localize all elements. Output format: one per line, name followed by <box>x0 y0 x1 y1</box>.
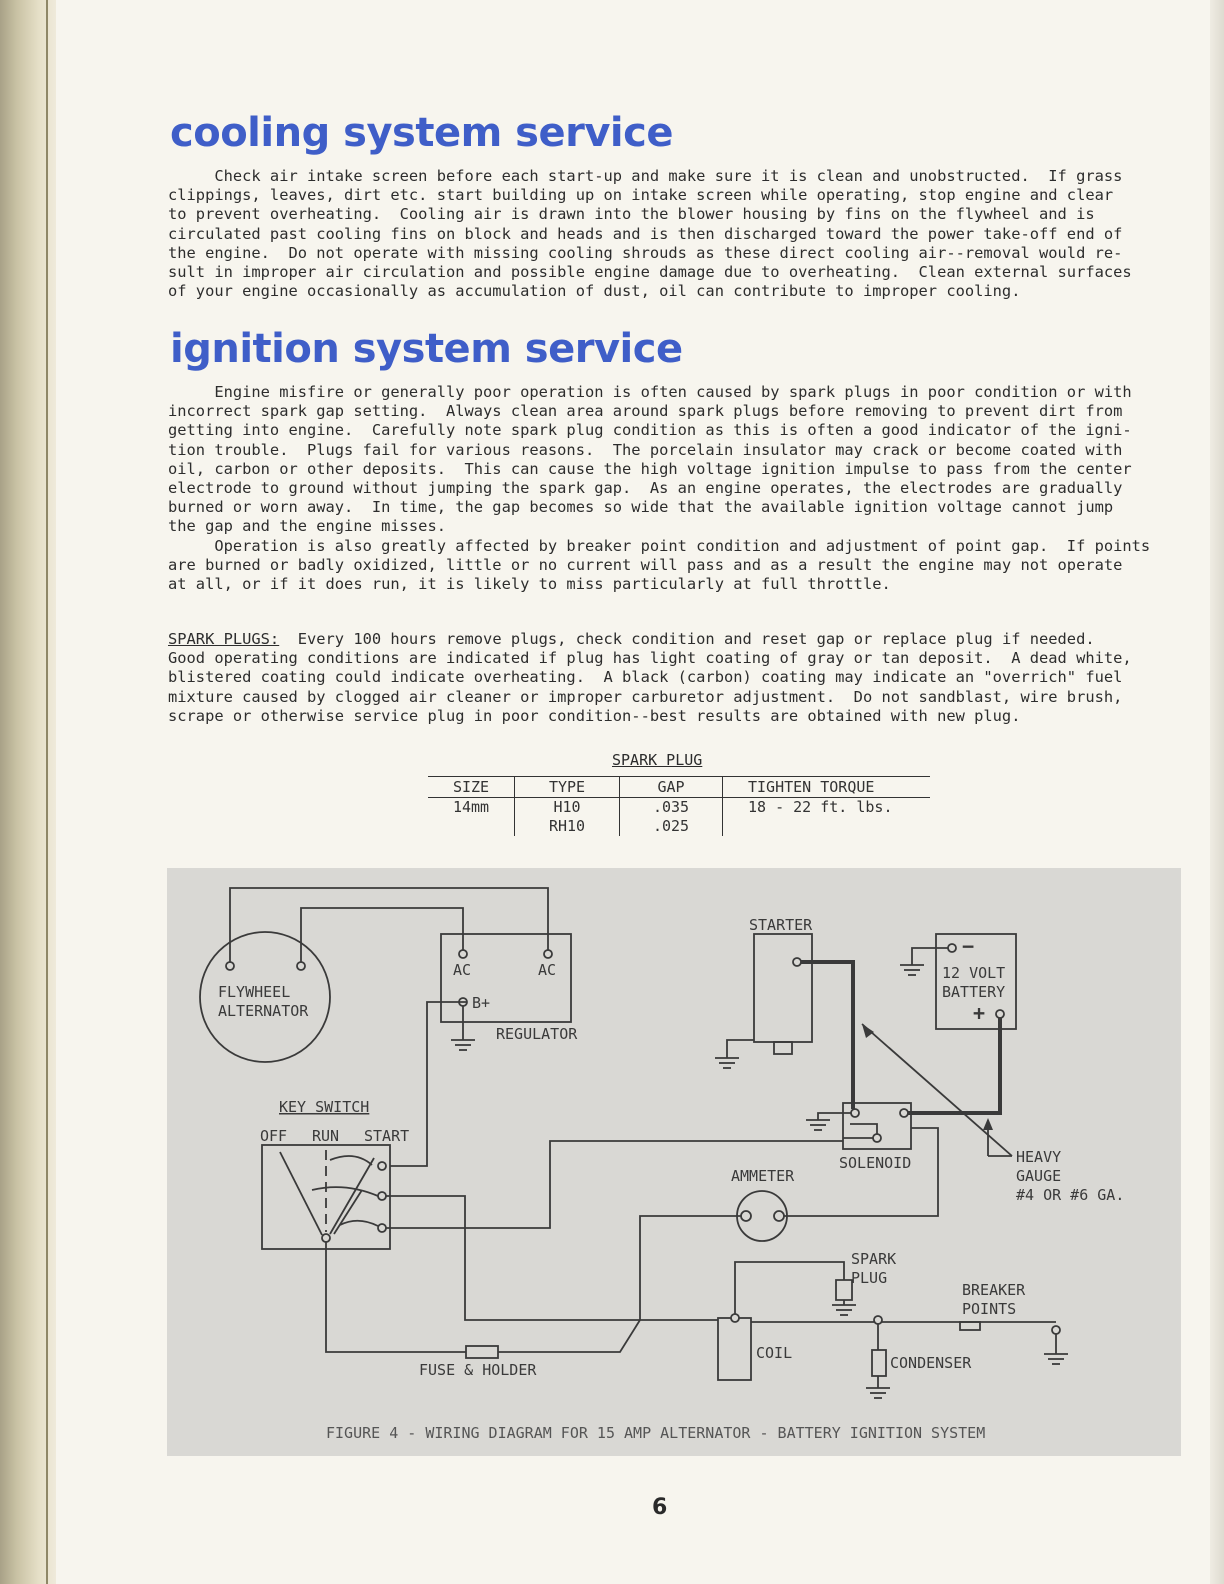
gauge-spec-label: #4 OR #6 GA. <box>1016 1186 1125 1204</box>
battery-label-line1: 12 VOLT <box>942 964 1006 982</box>
heavy-starter-wire <box>801 962 853 1109</box>
plug-label: PLUG <box>851 1269 888 1287</box>
spark-plugs-label: SPARK PLUGS: <box>168 630 280 648</box>
points-label: POINTS <box>962 1300 1017 1318</box>
ac-wire-inner <box>301 908 463 962</box>
ignition-heading: ignition system service <box>170 326 683 372</box>
ammeter-label: AMMETER <box>731 1167 795 1185</box>
spark-plug-table-caption: SPARK PLUG <box>612 751 703 769</box>
switch-start-label: START <box>364 1127 410 1145</box>
regulator-ac-label-left: AC <box>453 961 472 979</box>
cooling-body: Check air intake screen before each start-up and make sure it is clean and unobstructed. If grass clippings, leaves, dirt etc. start building up on intake screen while operating, stop engine and clear to prevent overheating. Cooling air is drawn into the blower housing by fins on the flywheel and is circulated past cooling fins on block and heads and is then discharged toward the power take-off end of the engine. Do not operate with missing cooling shrouds as these direct cooling air--removal would re- sult in improper air circulation and possible engine damage due to overheating. Clean external surfaces of your engine occasionally as accumulation of dust, oil can contribute to improper cooling. <box>168 167 1132 301</box>
cooling-heading: cooling system service <box>170 110 673 156</box>
spark-plug-symbol <box>836 1280 852 1300</box>
coil-label: COIL <box>756 1344 793 1362</box>
flywheel-label: FLYWHEEL <box>218 983 291 1001</box>
alternator-label: ALTERNATOR <box>218 1002 309 1020</box>
table-header: TYPE <box>515 777 620 798</box>
solenoid-label: SOLENOID <box>839 1154 912 1172</box>
key-switch-label: KEY SWITCH <box>279 1098 370 1116</box>
battery-label-line2: BATTERY <box>942 983 1006 1001</box>
breaker-label: BREAKER <box>962 1281 1026 1299</box>
page-number: 6 <box>652 1495 668 1520</box>
battery-plus-label: + <box>973 1001 986 1025</box>
table-cell: 14mm <box>452 798 490 816</box>
fuse-holder-label: FUSE & HOLDER <box>419 1361 537 1379</box>
switch-run-label: RUN <box>312 1127 340 1145</box>
table-cell: .025 <box>620 817 723 836</box>
ac-wire-outer <box>230 888 548 962</box>
switch-off-label: OFF <box>260 1127 288 1145</box>
table-header: SIZE <box>428 777 515 798</box>
table-cell: .035 <box>620 798 723 818</box>
figure-caption: FIGURE 4 - WIRING DIAGRAM FOR 15 AMP ALTERNATOR - BATTERY IGNITION SYSTEM <box>326 1424 986 1442</box>
coil-box <box>718 1318 751 1380</box>
fuse-symbol <box>466 1346 498 1358</box>
table-cell: 18 - 22 ft. lbs. <box>723 798 931 818</box>
regulator-label: REGULATOR <box>496 1025 578 1043</box>
starter-box <box>754 934 812 1042</box>
condenser-label: CONDENSER <box>890 1354 972 1372</box>
regulator-ac-label-right: AC <box>538 961 557 979</box>
regulator-bplus-label: B+ <box>472 994 491 1012</box>
heavy-battery-wire <box>908 1018 1000 1113</box>
ignition-body: Engine misfire or generally poor operation is often caused by spark plugs in poor condition or with incorrect spark gap setting. Always clean area around spark plugs before removing to prevent dirt from getting into engine. Carefully note spark plug condition as this is often a good indicator of the igni- tion trouble. Plugs fail for various reasons. The porcelain insulator may crack or become coated with oil, carbon or other deposits. This can cause the high voltage ignition impulse to pass from the center electrode to ground without jumping the spark gap. As an engine operates, the electrodes are gradually burned or worn away. In time, the gap becomes so wide that the available ignition voltage cannot jump the gap and the engine misses. Operation is also greatly affected by breaker point condition and adjustment of point gap. If points are burned or badly oxidized, little or no current will pass and as a result the engine may not operate at all, or if it does run, it is likely to miss particularly at full throttle. <box>168 383 1151 594</box>
table-cell: H10 <box>515 798 620 818</box>
table-cell: RH10 <box>515 817 620 836</box>
battery-minus-label: − <box>962 934 975 958</box>
spark-label: SPARK <box>851 1250 897 1268</box>
gauge-label: GAUGE <box>1016 1167 1062 1185</box>
spark-plugs-body: Every 100 hours remove plugs, check condition and reset gap or replace plug if needed. Good operating conditions are indicated if plug has light coating of gray or tan deposit. A dead white, blistered coating could indicate overheating. A black (carbon) coating may indicate an "overrich" fuel mixture caused by clogged air cleaner or improper carburetor adjustment. Do not sandblast, wire brush, scrape or otherwise service plug in poor condition--best results are obtained with new plug. <box>168 630 1132 725</box>
breaker-points-symbol <box>960 1322 980 1330</box>
condenser-symbol <box>872 1350 886 1376</box>
heavy-label: HEAVY <box>1016 1148 1062 1166</box>
starter-label: STARTER <box>749 916 813 934</box>
table-header: GAP <box>620 777 723 798</box>
table-header: TIGHTEN TORQUE <box>723 777 931 798</box>
